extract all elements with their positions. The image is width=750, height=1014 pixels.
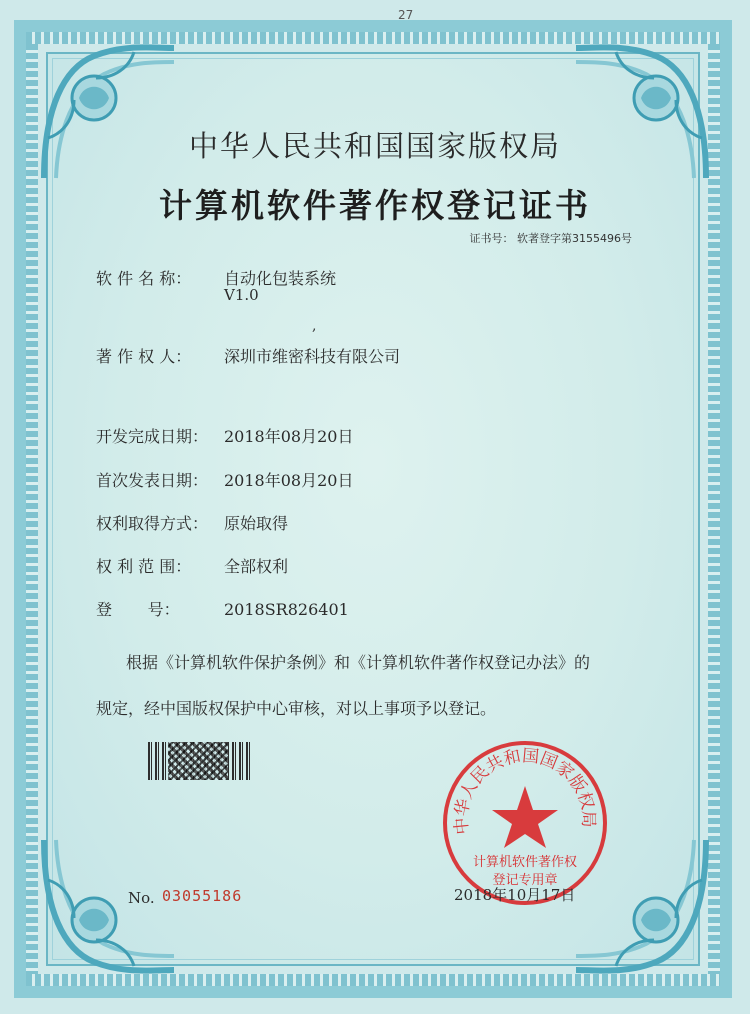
field-software-name <box>96 266 336 289</box>
serial-label: No. <box>128 889 155 907</box>
statement-paragraph <box>96 640 666 732</box>
field-label: 首次发表日期： <box>96 471 209 490</box>
field-development-date <box>96 424 353 447</box>
field-rights-scope <box>96 554 288 577</box>
field-label: 权利取得方式： <box>96 514 209 533</box>
field-acquisition-method <box>96 511 288 534</box>
ornament-corner-bottom-left <box>34 830 184 980</box>
seal-ring-text: 中华人民共和国国家版权局 <box>451 746 599 836</box>
field-publication-date <box>96 468 353 491</box>
ornament-corner-top-right <box>566 38 716 188</box>
field-copyright-owner <box>96 344 400 367</box>
field-value: 2018年08月20日 <box>224 471 354 490</box>
handwritten-mark: 27 <box>398 8 414 22</box>
statement-line-1: 根据《计算机软件保护条例》和《计算机软件著作权登记办法》的 <box>126 653 591 672</box>
field-value: 2018SR826401 <box>224 600 349 619</box>
field-value: 深圳市维密科技有限公司 <box>224 347 401 366</box>
field-label: 登 号： <box>96 600 180 619</box>
certificate-title: 计算机软件著作权登记证书 <box>159 186 591 225</box>
field-label: 软 件 名 称： <box>96 269 192 288</box>
issuer-title: 中华人民共和国国家版权局 <box>188 129 561 163</box>
serial-number: 03055186 <box>162 887 243 905</box>
field-value: 全部权利 <box>224 557 289 576</box>
statement-line-2: 规定，经中国版权保护中心审核，对以上事项予以登记。 <box>96 699 497 718</box>
qr-code <box>168 742 228 780</box>
field-value: 2018年08月20日 <box>224 427 354 446</box>
seal-inner-line-2: 登记专用章 <box>492 873 558 888</box>
issue-date: 2018年10月17日 <box>454 886 576 904</box>
field-label: 开发完成日期： <box>96 427 209 446</box>
field-label: 权 利 范 围： <box>96 557 192 576</box>
software-version: V1.0 <box>224 286 259 304</box>
field-value: 自动化包装系统 <box>224 269 337 288</box>
official-red-seal <box>440 738 610 908</box>
field-registration-number <box>96 597 349 620</box>
seal-inner-line-1: 计算机软件著作权 <box>472 855 578 870</box>
certificate-number: 证书号： 软著登字第3155496号 <box>469 232 632 245</box>
stray-mark: , <box>312 318 317 334</box>
field-label: 著 作 权 人： <box>96 347 192 366</box>
field-value: 原始取得 <box>224 514 289 533</box>
ornament-corner-top-left <box>34 38 184 188</box>
